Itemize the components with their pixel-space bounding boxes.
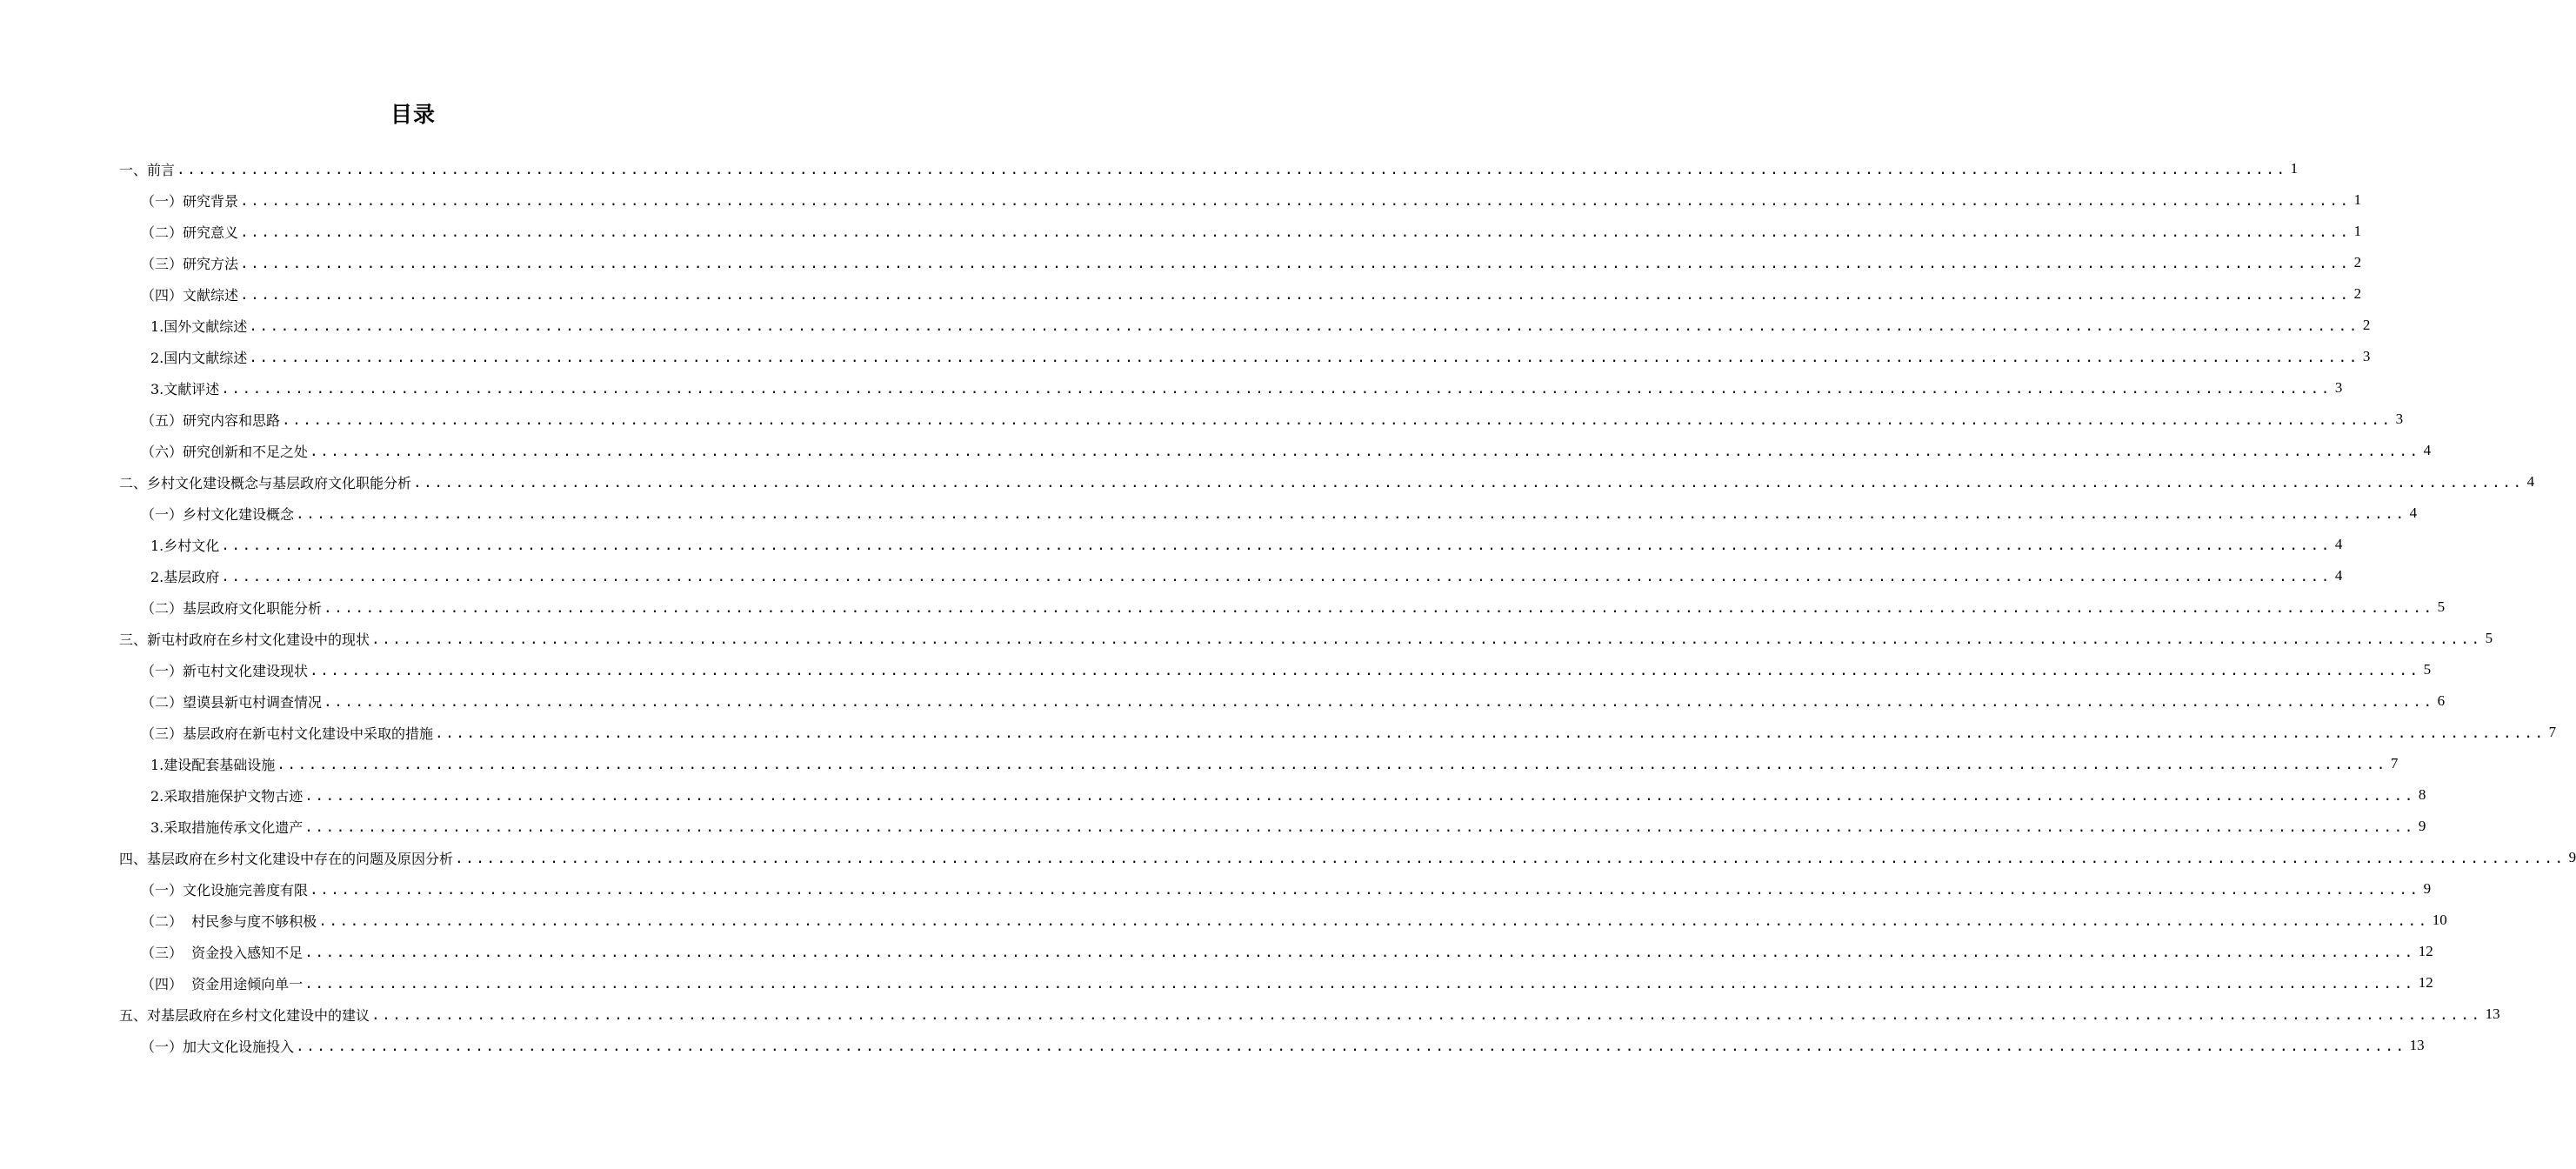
dot-leader: ........................................................................................................................................................................................................ [282,411,2392,428]
toc-entry-label: 二、乡村文化建设概念与基层政府文化职能分析 [119,474,412,491]
toc-entry[interactable] [119,310,2371,341]
toc-entry-label: （三） 资金投入感知不足 [141,944,304,961]
dot-leader: ........................................................................................................................................................................................................ [240,224,2351,240]
toc-entry-page-number: 3 [2362,348,2371,364]
toc-entry-page-number: 4 [2334,536,2343,552]
toc-entry-label: 2.采取措施保护文物古迹 [150,787,304,805]
toc-entry-label: 一、前言 [119,161,176,178]
toc-entry[interactable] [119,216,2362,247]
table-of-contents [119,153,2576,1061]
toc-entry[interactable] [119,717,2557,748]
dot-leader: ........................................................................................................................................................................................................ [249,317,2359,334]
toc-entry[interactable] [119,685,2446,717]
toc-entry-label: （一）乡村文化建设概念 [141,505,295,523]
toc-entry-page-number: 9 [2418,818,2426,834]
dot-leader: ........................................................................................................................................................................................................ [277,756,2387,772]
dot-leader: ........................................................................................................................................................................................................ [221,380,2332,397]
dot-leader: ........................................................................................................................................................................................................ [304,944,2415,960]
toc-entry[interactable] [119,278,2362,310]
toc-entry-page-number: 3 [2334,379,2343,396]
toc-title: 目录 [390,102,436,127]
toc-entry-label: 3.采取措施传承文化遗产 [150,818,304,836]
toc-entry[interactable] [119,623,2493,654]
toc-entry[interactable] [119,936,2433,967]
toc-entry-page-number: 4 [2409,504,2418,521]
toc-entry-label: （二）基层政府文化职能分析 [141,599,323,617]
toc-entry[interactable] [119,748,2399,779]
toc-entry-label: （三）研究方法 [141,255,239,272]
toc-entry-page-number: 9 [2423,880,2432,897]
dot-leader: ........................................................................................................................................................................................................ [310,881,2420,898]
toc-entry[interactable] [119,654,2432,685]
toc-entry-page-number: 1 [2290,160,2299,177]
dot-leader: ........................................................................................................................................................................................................ [296,505,2406,522]
toc-entry-label: 1.建设配套基础设施 [150,756,276,773]
dot-leader: ........................................................................................................................................................................................................ [371,1006,2482,1023]
toc-entry[interactable] [119,873,2432,905]
dot-leader: ........................................................................................................................................................................................................ [240,286,2351,303]
toc-entry-label: 2.国内文献综述 [150,349,248,366]
dot-leader: ........................................................................................................................................................................................................ [177,161,2287,177]
toc-entry[interactable] [119,842,2576,873]
toc-entry-label: 1.乡村文化 [150,537,220,554]
dot-leader: ........................................................................................................................................................................................................ [371,631,2482,647]
toc-entry-label: （一）研究背景 [141,192,239,210]
dot-leader: ........................................................................................................................................................................................................ [240,255,2351,271]
toc-entry-label: 四、基层政府在乡村文化建设中存在的问题及原因分析 [119,850,454,867]
toc-entry[interactable] [119,466,2535,498]
toc-entry[interactable] [119,999,2500,1030]
dot-leader: ........................................................................................................................................................................................................ [240,192,2351,209]
toc-entry[interactable] [119,591,2446,623]
toc-entry[interactable] [119,247,2362,278]
dot-leader: ........................................................................................................................................................................................................ [249,349,2359,365]
toc-entry-page-number: 4 [2423,442,2432,458]
toc-entry-label: （二）望谟县新屯村调查情况 [141,693,323,711]
toc-entry[interactable] [119,967,2433,999]
toc-entry-page-number: 10 [2432,912,2447,928]
toc-entry-label: 三、新屯村政府在乡村文化建设中的现状 [119,631,370,648]
toc-entry-label: （五）研究内容和思路 [141,411,281,429]
dot-leader: ........................................................................................................................................................................................................ [304,818,2415,835]
dot-leader: ........................................................................................................................................................................................................ [221,537,2332,553]
toc-entry-page-number: 4 [2526,473,2535,490]
toc-entry[interactable] [119,153,2299,184]
toc-entry-page-number: 6 [2437,692,2446,709]
dot-leader: ........................................................................................................................................................................................................ [324,693,2434,710]
toc-entry[interactable] [119,184,2362,216]
toc-entry[interactable] [119,529,2343,560]
toc-entry[interactable] [119,779,2426,811]
dot-leader: ........................................................................................................................................................................................................ [304,787,2415,804]
dot-leader: ........................................................................................................................................................................................................ [318,912,2429,929]
toc-entry-page-number: 2 [2353,254,2362,271]
toc-entry[interactable] [119,905,2447,936]
toc-entry-label: 3.文献评述 [150,380,220,397]
toc-entry-label: （四） 资金用途倾向单一 [141,975,304,992]
toc-entry-page-number: 13 [2485,1005,2500,1022]
toc-entry-page-number: 4 [2334,567,2343,584]
toc-entry-label: 五、对基层政府在乡村文化建设中的建议 [119,1006,370,1024]
toc-entry-page-number: 5 [2437,598,2446,615]
dot-leader: ........................................................................................................................................................................................................ [296,1038,2406,1054]
toc-entry-label: （二） 村民参与度不够积极 [141,912,317,930]
dot-leader: ........................................................................................................................................................................................................ [455,850,2566,866]
toc-entry[interactable] [119,1030,2425,1061]
toc-entry-page-number: 1 [2353,191,2362,208]
toc-entry[interactable] [119,404,2404,435]
toc-entry-page-number: 9 [2568,849,2576,865]
dot-leader: ........................................................................................................................................................................................................ [435,725,2546,741]
dot-leader: ........................................................................................................................................................................................................ [221,568,2332,584]
toc-entry[interactable] [119,372,2343,404]
toc-entry-page-number: 5 [2485,630,2493,646]
toc-entry[interactable] [119,811,2426,842]
toc-entry[interactable] [119,435,2432,466]
toc-entry-label: （六）研究创新和不足之处 [141,443,309,460]
dot-leader: ........................................................................................................................................................................................................ [304,975,2415,992]
dot-leader: ........................................................................................................................................................................................................ [310,662,2420,678]
toc-entry-page-number: 3 [2395,411,2404,427]
toc-entry-page-number: 7 [2548,724,2557,740]
toc-entry-label: （四）文献综述 [141,286,239,304]
toc-entry-page-number: 12 [2418,943,2433,959]
toc-entry-page-number: 5 [2423,661,2432,678]
toc-entry-label: （一）新屯村文化建设现状 [141,662,309,679]
toc-entry-label: 1.国外文献综述 [150,317,248,335]
toc-entry-label: 2.基层政府 [150,568,220,585]
toc-entry-label: （二）研究意义 [141,224,239,241]
toc-entry-page-number: 7 [2390,755,2399,772]
dot-leader: ........................................................................................................................................................................................................ [413,474,2524,491]
dot-leader: ........................................................................................................................................................................................................ [324,599,2434,616]
dot-leader: ........................................................................................................................................................................................................ [310,443,2420,459]
toc-entry-page-number: 12 [2418,974,2433,991]
toc-entry-label: （一）文化设施完善度有限 [141,881,309,898]
toc-entry-page-number: 8 [2418,786,2426,803]
toc-entry[interactable] [119,498,2418,529]
toc-entry-label: （一）加大文化设施投入 [141,1038,295,1055]
toc-entry-page-number: 13 [2409,1037,2425,1053]
toc-entry[interactable] [119,341,2371,372]
toc-entry-page-number: 2 [2353,285,2362,302]
toc-entry-page-number: 2 [2362,317,2371,333]
toc-entry-page-number: 1 [2353,223,2362,239]
toc-entry[interactable] [119,560,2343,591]
toc-entry-label: （三）基层政府在新屯村文化建设中采取的措施 [141,725,434,742]
